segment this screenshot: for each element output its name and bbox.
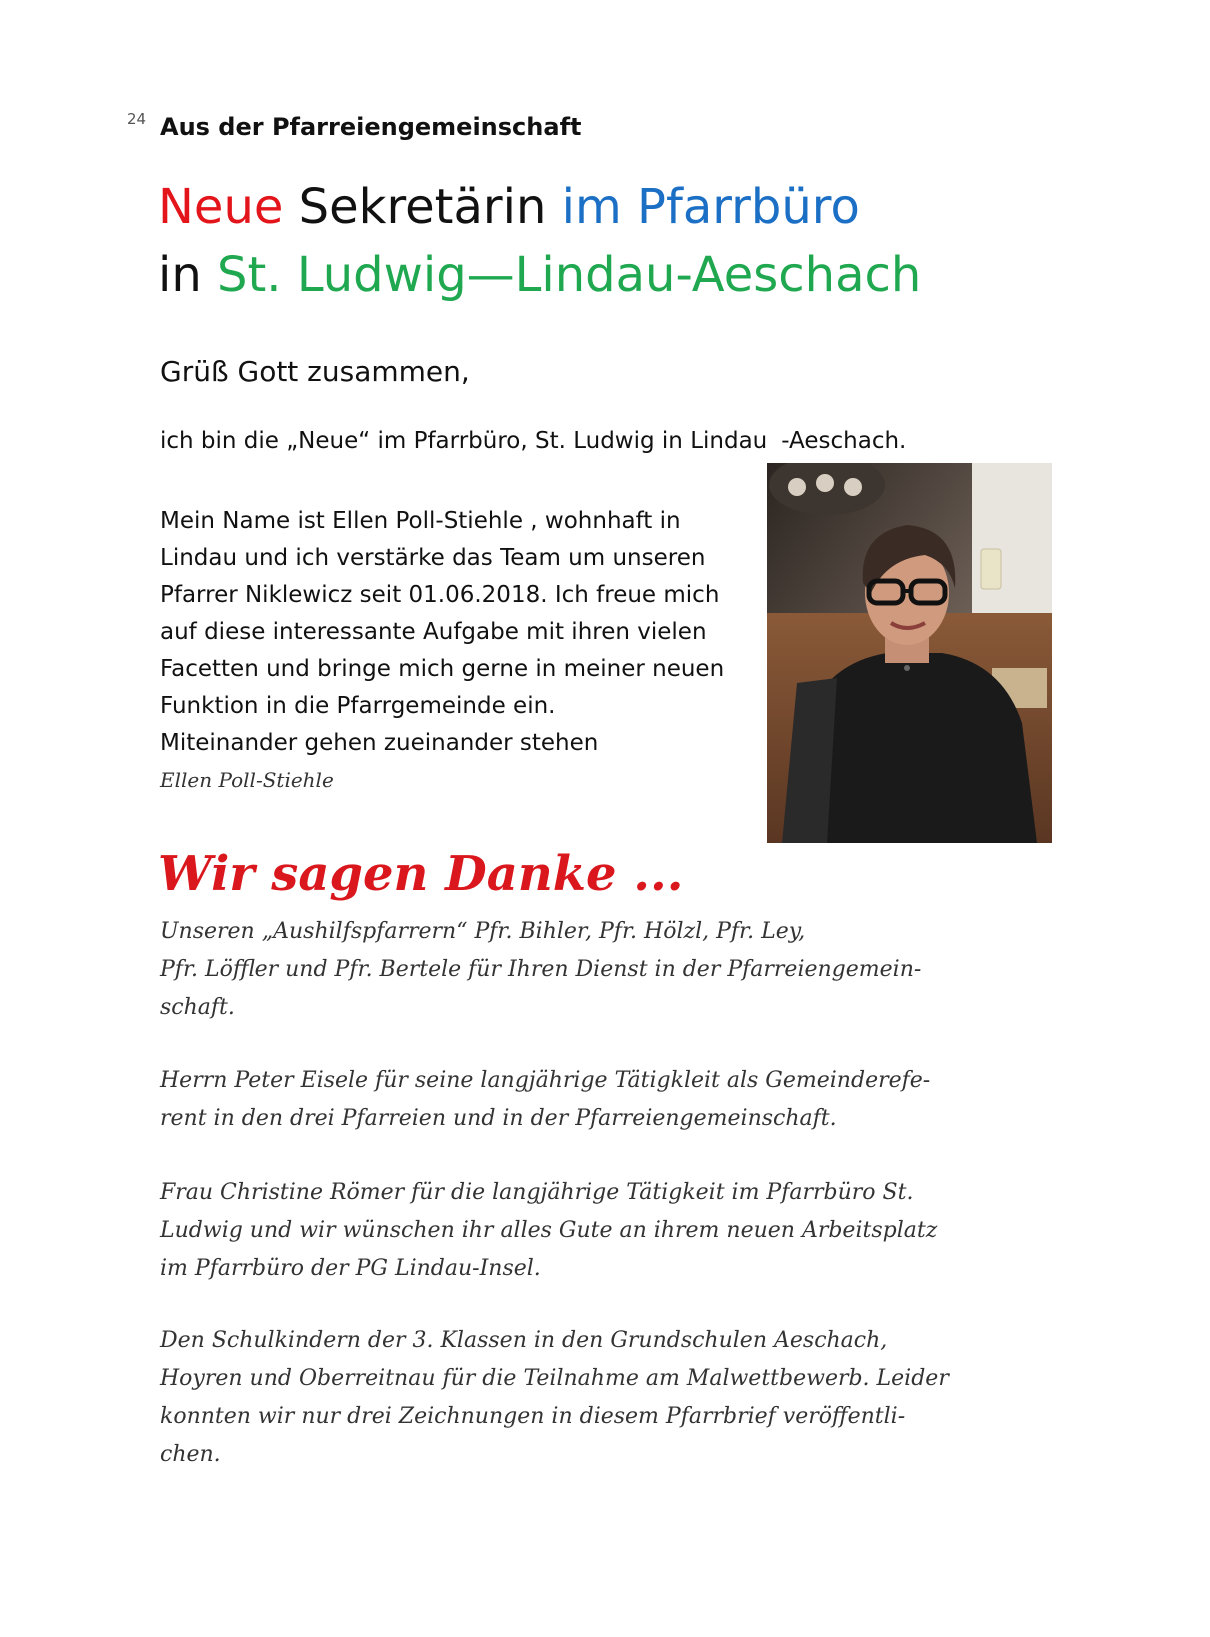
title-word-neue: Neue: [158, 179, 284, 235]
title-location: St. Ludwig—Lindau-Aeschach: [217, 247, 922, 303]
body-line: Lindau und ich verstärke das Team um unseren: [160, 545, 706, 571]
body-line: Miteinander gehen zueinander stehen: [160, 730, 599, 756]
thanks-line: im Pfarrbüro der PG Lindau-Insel.: [160, 1256, 541, 1281]
thanks-line: Hoyren und Oberreitnau für die Teilnahme am Malwettbewerb. Leider: [160, 1366, 949, 1391]
thanks-paragraph-schulkinder: [160, 1322, 1060, 1474]
article-title-line-2: [158, 245, 921, 305]
body-line: Facetten und bringe mich gerne in meiner neuen: [160, 656, 725, 682]
thanks-line: schaft.: [160, 995, 235, 1020]
intro-part-1: ich bin die „Neue“ im Pfarrbüro, St. Ludwig in Lindau: [160, 428, 768, 454]
thanks-line: Pfr. Löffler und Pfr. Bertele für Ihren Dienst in der Pfarreiengemein-: [160, 957, 922, 982]
intro-part-2: -Aeschach.: [781, 428, 907, 454]
thanks-paragraph-roemer: [160, 1174, 1060, 1288]
thanks-line: rent in den drei Pfarreien und in der Pfarreiengemeinschaft.: [160, 1106, 837, 1131]
intro-line: [160, 428, 906, 454]
title-word-in: in: [158, 247, 218, 303]
page-number: 24: [127, 110, 147, 128]
introduction-paragraph: [160, 503, 760, 799]
body-line: Pfarrer Niklewicz seit 01.06.2018. Ich freue mich: [160, 582, 720, 608]
thanks-line: Unseren „Aushilfspfarrern“ Pfr. Bihler, Pfr. Hölzl, Pfr. Ley,: [160, 919, 806, 944]
title-word-pfarrbuero: im Pfarrbüro: [561, 179, 860, 235]
thanks-paragraph-aushilfspfarrer: [160, 913, 1060, 1027]
body-line: auf diese interessante Aufgabe mit ihren vielen: [160, 619, 707, 645]
title-word-sekretaerin: Sekretärin: [283, 179, 562, 235]
thanks-heading: Wir sagen Danke ...: [158, 846, 684, 902]
thanks-line: Ludwig und wir wünschen ihr alles Gute an ihrem neuen Arbeitsplatz: [160, 1218, 938, 1243]
signature: Ellen Poll-Stiehle: [160, 768, 334, 792]
thanks-line: Herrn Peter Eisele für seine langjährige Tätigkleit als Gemeinderefe-: [160, 1068, 931, 1093]
greeting: Grüß Gott zusammen,: [160, 355, 470, 388]
thanks-line: Frau Christine Römer für die langjährige Tätigkeit im Pfarrbüro St.: [160, 1180, 914, 1205]
thanks-line: Den Schulkindern der 3. Klassen in den Grundschulen Aeschach,: [160, 1328, 888, 1353]
portrait-photo: [767, 463, 1052, 843]
portrait-illustration: [767, 463, 1052, 843]
thanks-paragraph-eisele: [160, 1062, 1060, 1138]
article-title-line-1: [158, 177, 860, 237]
thanks-line: chen.: [160, 1442, 221, 1467]
body-line: Mein Name ist Ellen Poll-Stiehle , wohnhaft in: [160, 508, 681, 534]
body-line: Funktion in die Pfarrgemeinde ein.: [160, 693, 556, 719]
thanks-line: konnten wir nur drei Zeichnungen in diesem Pfarrbrief veröffentli-: [160, 1404, 906, 1429]
section-heading: Aus der Pfarreiengemeinschaft: [160, 113, 582, 141]
